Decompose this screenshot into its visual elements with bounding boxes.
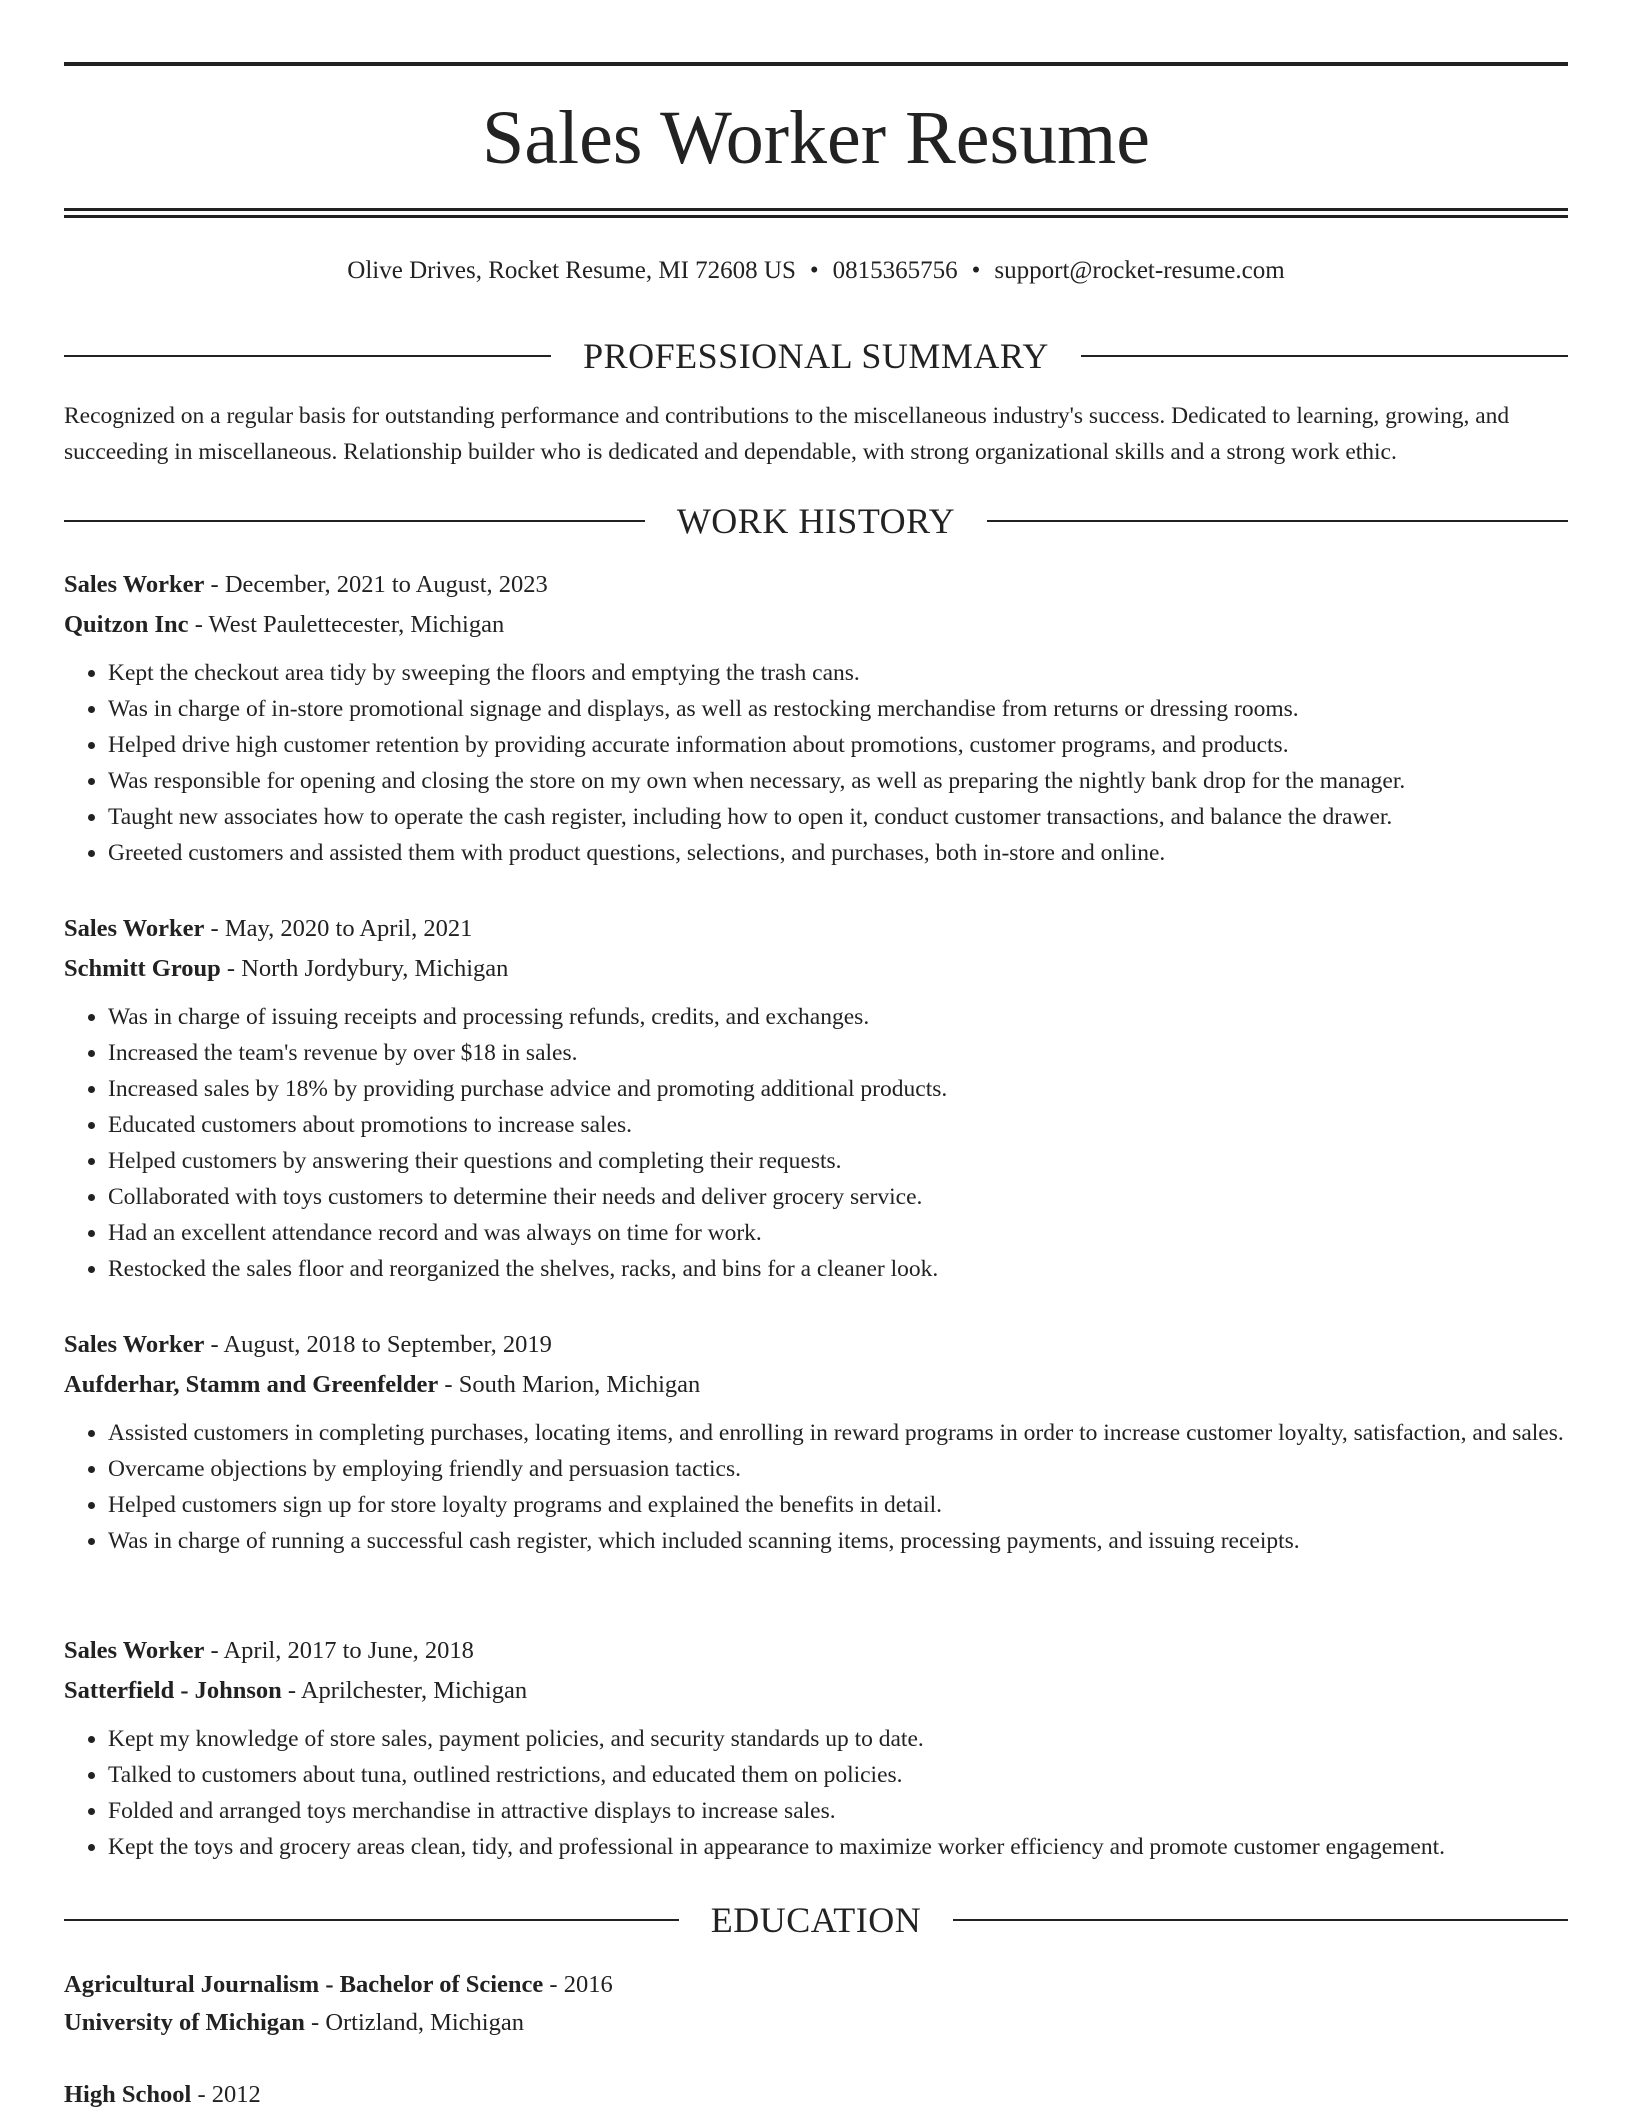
section-header-education bbox=[64, 1898, 1568, 1942]
job-employer bbox=[64, 1365, 1568, 1405]
page-title: Sales Worker Resume bbox=[482, 96, 1150, 180]
job-company: Satterfield - Johnson bbox=[64, 1677, 282, 1704]
divider-line bbox=[987, 520, 1568, 522]
job-dates: - August, 2018 to September, 2019 bbox=[204, 1331, 552, 1358]
divider-line bbox=[1081, 355, 1568, 357]
job-entry bbox=[64, 1325, 1568, 1559]
job-title: Sales Worker bbox=[64, 1637, 205, 1664]
job-location: - Aprilchester, Michigan bbox=[281, 1677, 528, 1704]
job-title: Sales Worker bbox=[64, 571, 205, 598]
list-item: • Kept the toys and grocery areas clean, tidy, and professional in appearance to maximize worker efficiency and promote customer engagement. bbox=[108, 1829, 1568, 1865]
job-location: - North Jordybury, Michigan bbox=[220, 955, 509, 982]
list-item: • Assisted customers in completing purchases, locating items, and enrolling in reward programs in order to increase customer loyalty, satisfaction, and sales. bbox=[108, 1415, 1568, 1451]
contact-separator: • bbox=[971, 257, 981, 284]
job-header bbox=[64, 1325, 1568, 1365]
list-item: • Helped customers by answering their questions and completing their requests. bbox=[108, 1143, 1568, 1179]
job-header bbox=[64, 1631, 1568, 1671]
job-dates: - April, 2017 to June, 2018 bbox=[204, 1637, 474, 1664]
education-degree: Agricultural Journalism - Bachelor of Science bbox=[64, 1971, 544, 1998]
contact-email: support@rocket-resume.com bbox=[994, 257, 1285, 284]
education-school: University of Michigan bbox=[64, 2009, 305, 2036]
list-item: • Overcame objections by employing friendly and persuasion tactics. bbox=[108, 1451, 1568, 1487]
education-degree: High School bbox=[64, 2081, 192, 2108]
contact-address: Olive Drives, Rocket Resume, MI 72608 US bbox=[347, 257, 796, 284]
section-title-summary: PROFESSIONAL SUMMARY bbox=[583, 336, 1049, 376]
list-item: • Talked to customers about tuna, outlined restrictions, and educated them on policies. bbox=[108, 1757, 1568, 1793]
job-employer bbox=[64, 1671, 1568, 1711]
divider-line bbox=[64, 355, 551, 357]
job-title: Sales Worker bbox=[64, 1331, 205, 1358]
list-item: • Was responsible for opening and closing the store on my own when necessary, as well as preparing the nightly bank drop for the manager. bbox=[108, 763, 1568, 799]
job-company: Quitzon Inc bbox=[64, 611, 189, 638]
list-item: • Taught new associates how to operate the cash register, including how to open it, conduct customer transactions, and balance the drawer. bbox=[108, 799, 1568, 835]
list-item: • Was in charge of in-store promotional signage and displays, as well as restocking merchandise from returns or dressing rooms. bbox=[108, 691, 1568, 727]
job-location: - South Marion, Michigan bbox=[438, 1371, 701, 1398]
job-company: Aufderhar, Stamm and Greenfelder bbox=[64, 1371, 439, 1398]
job-bullets bbox=[64, 655, 1568, 871]
section-title-work-history: WORK HISTORY bbox=[676, 501, 956, 541]
section-title-education: EDUCATION bbox=[710, 1900, 922, 1940]
list-item: • Helped drive high customer retention by providing accurate information about promotions, customer programs, and products. bbox=[108, 727, 1568, 763]
list-item: • Increased sales by 18% by providing purchase advice and promoting additional products. bbox=[108, 1071, 1568, 1107]
job-employer bbox=[64, 605, 1568, 645]
education-school-line bbox=[64, 2004, 1568, 2042]
divider-line bbox=[953, 1919, 1568, 1921]
job-entry bbox=[64, 1631, 1568, 1865]
job-company: Schmitt Group bbox=[64, 955, 221, 982]
top-rule bbox=[64, 62, 1568, 66]
list-item: • Kept my knowledge of store sales, payment policies, and security standards up to date. bbox=[108, 1721, 1568, 1757]
section-header-work-history bbox=[64, 499, 1568, 543]
job-bullets bbox=[64, 999, 1568, 1287]
contact-phone: 0815365756 bbox=[832, 257, 958, 284]
summary-text: Recognized on a regular basis for outstanding performance and contributions to the miscellaneous industry's success. Dedicated to learning, growing, and succeeding in miscellaneous. Relationship builder who is dedicated and dependable, with strong organizational skills and a strong work ethic. bbox=[64, 403, 1510, 465]
contact-line bbox=[64, 254, 1568, 288]
job-header bbox=[64, 909, 1568, 949]
job-bullets bbox=[64, 1721, 1568, 1865]
education-entry bbox=[64, 1966, 1568, 2042]
list-item: • Folded and arranged toys merchandise in attractive displays to increase sales. bbox=[108, 1793, 1568, 1829]
education-degree-line bbox=[64, 2076, 1568, 2114]
job-location: - West Paulettecester, Michigan bbox=[188, 611, 505, 638]
list-item: • Helped customers sign up for store loyalty programs and explained the benefits in detail. bbox=[108, 1487, 1568, 1523]
list-item: • Kept the checkout area tidy by sweeping the floors and emptying the trash cans. bbox=[108, 655, 1568, 691]
job-entry bbox=[64, 909, 1568, 1287]
list-item: • Greeted customers and assisted them with product questions, selections, and purchases, both in-store and online. bbox=[108, 835, 1568, 871]
job-header bbox=[64, 565, 1568, 605]
education-year: - 2016 bbox=[543, 1971, 613, 1998]
education-year: - 2012 bbox=[191, 2081, 261, 2108]
list-item: • Was in charge of issuing receipts and processing refunds, credits, and exchanges. bbox=[108, 999, 1568, 1035]
job-title: Sales Worker bbox=[64, 915, 205, 942]
title-double-rule bbox=[64, 208, 1568, 218]
job-bullets bbox=[64, 1415, 1568, 1559]
job-dates: - May, 2020 to April, 2021 bbox=[204, 915, 473, 942]
education-location: - Ortizland, Michigan bbox=[304, 2009, 524, 2036]
divider-line bbox=[64, 1919, 679, 1921]
education-entry bbox=[64, 2076, 1568, 2114]
list-item: • Had an excellent attendance record and was always on time for work. bbox=[108, 1215, 1568, 1251]
list-item: • Was in charge of running a successful cash register, which included scanning items, processing payments, and issuing receipts. bbox=[108, 1523, 1568, 1559]
divider-line bbox=[64, 520, 645, 522]
list-item: • Collaborated with toys customers to determine their needs and deliver grocery service. bbox=[108, 1179, 1568, 1215]
section-header-summary bbox=[64, 334, 1568, 378]
list-item: • Increased the team's revenue by over $18 in sales. bbox=[108, 1035, 1568, 1071]
job-dates: - December, 2021 to August, 2023 bbox=[204, 571, 548, 598]
list-item: • Restocked the sales floor and reorganized the shelves, racks, and bins for a cleaner look. bbox=[108, 1251, 1568, 1287]
job-entry bbox=[64, 565, 1568, 871]
job-employer bbox=[64, 949, 1568, 989]
list-item: • Educated customers about promotions to increase sales. bbox=[108, 1107, 1568, 1143]
education-degree-line bbox=[64, 1966, 1568, 2004]
contact-separator: • bbox=[809, 257, 819, 284]
